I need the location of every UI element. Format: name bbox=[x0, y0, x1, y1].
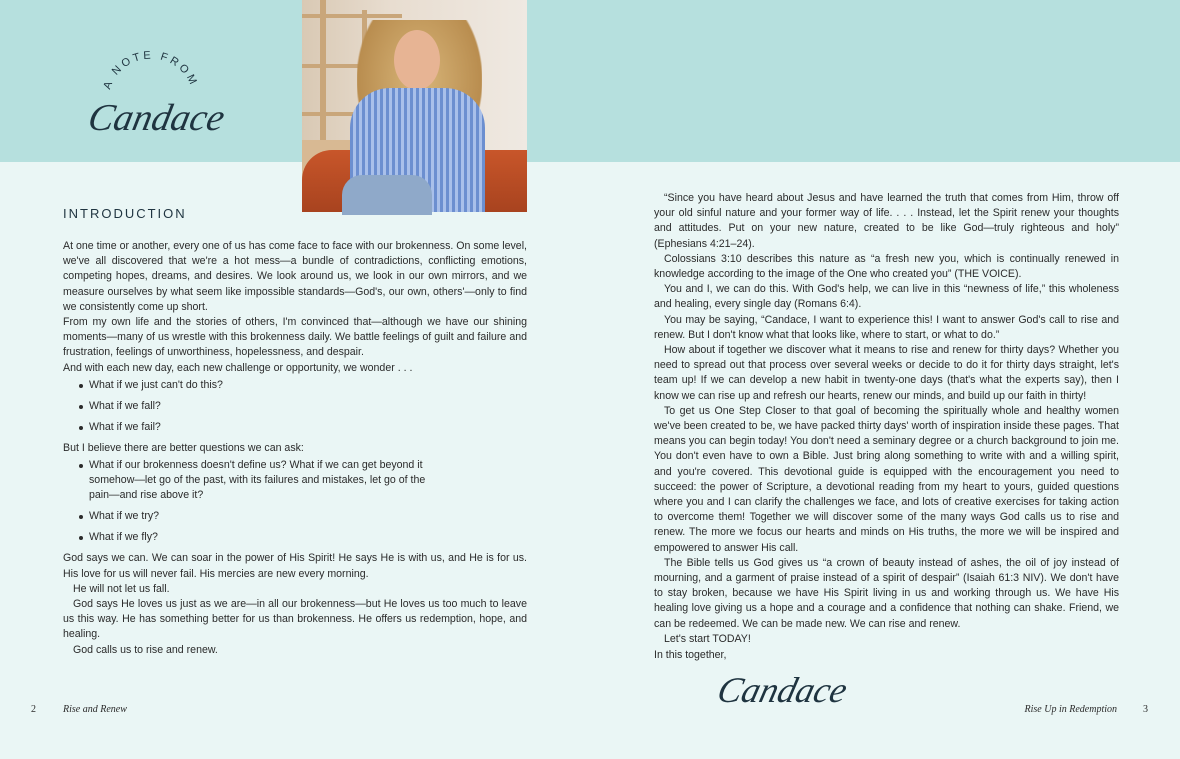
list-item: What if we just can't do this? bbox=[89, 378, 527, 393]
list-item: What if we fail? bbox=[89, 420, 527, 435]
paragraph: The Bible tells us God gives us “a crown of beauty instead of ashes, the oil of joy instead of mourning, and a garment of praise instead of a spirit of despair” (Isaiah 61:3 NIV). We don't have to stay broken, because we have His Spirit living in us and working through us. We have His healing love giving us a hope and a courage and a confidence that nothing can shake. Friend, we can be redeemed. We can be made new. We can rise and renew. bbox=[654, 556, 1119, 630]
paragraph: God says we can. We can soar in the power of His Spirit! He says He is with us, and He is for us. His love for us will never fail. His mercies are new every morning. bbox=[63, 552, 527, 580]
page-number-right: 3 bbox=[1143, 704, 1148, 715]
note-from-candace-logo bbox=[80, 38, 240, 148]
paragraph: At one time or another, every one of us has come face to face with our brokenness. On some level, we've all discovered that we're a hot mess—a bundle of contradictions, conflicting emotions, competing hopes, dreams, and desires. We look around us, we look in our own mirrors, and we measure ourselves by what seem like impossible standards—God's, our own, others'—only to find we consistently come up short. bbox=[63, 240, 527, 313]
paragraph: He will not let us fall. bbox=[73, 582, 170, 595]
paragraph: You may be saying, “Candace, I want to experience this! I want to answer God's call to rise and renew. But I don't know what that looks like, where to start, or what to do.” bbox=[654, 313, 1119, 341]
page-number-left: 2 bbox=[31, 704, 36, 715]
signature-text: Candace bbox=[713, 669, 852, 710]
author-photo bbox=[302, 0, 527, 212]
bullet-list bbox=[63, 378, 527, 435]
logo-top-text: A NOTE FROM bbox=[101, 49, 200, 91]
paragraph: But I believe there are better questions we can ask: bbox=[63, 441, 304, 454]
section-heading: INTRODUCTION bbox=[63, 206, 187, 221]
paragraph: To get us One Step Closer to that goal of becoming the spiritually whole and healthy women we've been created to be, we have packed thirty days' worth of inspiration inside these pages. That means you can begin today! You don't need a seminary degree or a church background to join me. You don't even have to own a Bible. Just bring along something to write with and a willing spirit, and you're covered. This devotional guide is equipped with the encouragement you need to succeed: the power of Scripture, a devotional reading from my heart to yours, guided questions where you and I can clarify the challenges we face, and lots of creative exercises for taking action to overcome them! Together we will discover some of the many ways God calls us to rise and renew. The more we focus our hearts and minds on His truths, the more we will be inspired and empowered to answer His call. bbox=[654, 404, 1119, 554]
running-title-left: Rise and Renew bbox=[63, 704, 127, 715]
list-item: What if we try? bbox=[89, 509, 439, 524]
list-item: What if our brokenness doesn't define us? What if we can get beyond it somehow—let go of the past, with its failures and mistakes, let go of the pain—and rise above it? bbox=[89, 458, 439, 504]
left-column bbox=[63, 239, 527, 658]
paragraph: You and I, we can do this. With God's help, we can live in this “newness of life,” this wholeness and healing, every single day (Romans 6:4). bbox=[654, 283, 1119, 311]
running-title-right: Rise Up in Redemption bbox=[1024, 704, 1117, 715]
paragraph: God calls us to rise and renew. bbox=[73, 643, 218, 656]
paragraph: Colossians 3:10 describes this nature as “a fresh new you, which is continually renewed in knowledge according to the image of the One who created you” (THE VOICE). bbox=[654, 252, 1119, 281]
paragraph: From my own life and the stories of others, I'm convinced that—although we have our shining moments—many of us wrestle with this brokenness daily. We battle feelings of guilt and failure and frustration, feelings of unworthiness, hopelessness, and despair. bbox=[63, 316, 527, 359]
paragraph: “Since you have heard about Jesus and have learned the truth that comes from Him, throw off your old sinful nature and your former way of life. . . . Instead, let the Spirit renew your thoughts and attitudes. Put on your new nature, created to be like God—truly righteous and holy” (Ephesians 4:21–24). bbox=[654, 192, 1119, 250]
signature bbox=[710, 652, 852, 720]
paragraph: How about if together we discover what it means to rise and renew for thirty days? Whether you need to spread out that process over several weeks or decide to do it for thirty days straight, let's team up! If we can develop a new habit in twenty-one days (that's what the experts say), then I know we can rise up and refresh our hearts, renew our minds, and build up our faith in thirty! bbox=[654, 344, 1119, 402]
logo-name: Candace bbox=[84, 97, 229, 139]
svg-text:A NOTE FROM bbox=[101, 49, 200, 90]
bullet-list bbox=[63, 458, 439, 546]
right-column bbox=[654, 191, 1119, 647]
list-item: What if we fly? bbox=[89, 530, 439, 545]
closing-line: In this together, bbox=[654, 649, 727, 661]
list-item: What if we fall? bbox=[89, 399, 527, 414]
paragraph: God says He loves us just as we are—in all our brokenness—but He loves us too much to leave us this way. He has something better for us than brokenness. He offers us redemption, hope, and healing. bbox=[63, 598, 527, 641]
paragraph: And with each new day, each new challenge or opportunity, we wonder . . . bbox=[63, 361, 413, 374]
paragraph: Let's start TODAY! bbox=[664, 632, 751, 645]
